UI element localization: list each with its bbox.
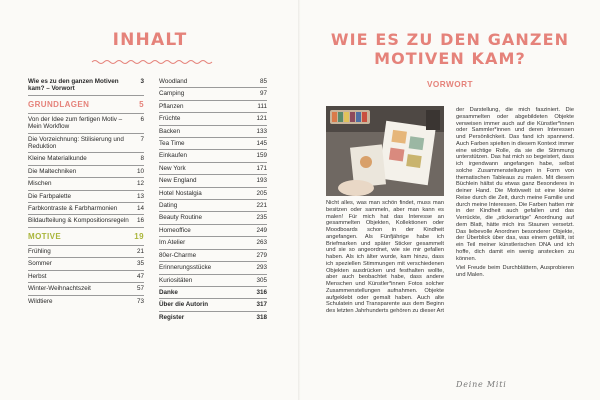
toc-divider: [159, 286, 267, 287]
toc-divider: [28, 295, 144, 296]
toc-divider: [159, 137, 267, 138]
toc-entry[interactable]: [159, 103, 267, 110]
toc-page-number: 47: [136, 272, 144, 280]
toc-entry[interactable]: [28, 248, 144, 255]
toc-divider: [159, 211, 267, 212]
toc-entry-label: Winter-Weihnachtszeit: [28, 285, 91, 293]
toc-divider: [159, 261, 267, 262]
toc-entry-label: Hotel Nostalgia: [159, 189, 202, 197]
toc-page-number: 111: [257, 102, 267, 110]
toc-entry[interactable]: [28, 193, 144, 200]
toc-page-number: 97: [259, 90, 267, 98]
toc-page-number: 279: [256, 251, 267, 259]
toc-entry-label: 80er-Charme: [159, 251, 197, 259]
preface-page: [300, 0, 600, 400]
toc-column-2: [159, 78, 267, 321]
toc-divider: [28, 245, 144, 246]
toc-entry[interactable]: [159, 128, 267, 135]
toc-entry-label: Herbst: [28, 272, 47, 280]
toc-entry[interactable]: [28, 260, 144, 267]
toc-entry-label: Erinnerungsstücke: [159, 264, 212, 272]
toc-divider: [28, 227, 144, 228]
toc-page-number: 193: [256, 177, 267, 185]
toc-page-number: 305: [256, 276, 267, 284]
preface-subtitle: VORWORT: [426, 80, 474, 89]
toc-page-number: 121: [256, 115, 267, 123]
preface-text-column-2: [456, 107, 574, 279]
toc-divider: [28, 165, 144, 166]
toc-entry[interactable]: [28, 116, 144, 131]
toc-entry-label: Sommer: [28, 260, 52, 268]
toc-entry-label: Über die Autorin: [159, 301, 209, 309]
toc-title: INHALT: [112, 30, 188, 50]
toc-entry[interactable]: [28, 205, 144, 212]
toc-page-number: 293: [256, 264, 267, 272]
toc-page-number: 13: [136, 192, 144, 200]
toc-entry[interactable]: [159, 177, 267, 184]
toc-entry[interactable]: [159, 78, 267, 85]
toc-entry-label: Kleine Materialkunde: [28, 155, 87, 163]
toc-entry-label: Mischen: [28, 180, 52, 188]
toc-page-number: 318: [256, 313, 267, 321]
toc-entry-label: Wildtiere: [28, 297, 53, 305]
toc-page-number: 8: [140, 155, 144, 163]
toc-entry-label: GRUNDLAGEN: [28, 99, 90, 109]
toc-entry[interactable]: [159, 152, 267, 159]
toc-entry-label: Beauty Routine: [159, 214, 203, 222]
toc-divider: [28, 190, 144, 191]
toc-entry[interactable]: [159, 314, 267, 321]
toc-entry[interactable]: [159, 90, 267, 97]
toc-divider: [28, 202, 144, 203]
toc-entry-label: Farbkontraste & Farbharmonien: [28, 205, 118, 213]
toc-page-number: 73: [136, 297, 144, 305]
toc-entry[interactable]: [28, 273, 144, 280]
toc-page-number: 145: [256, 140, 267, 148]
toc-entry[interactable]: [28, 217, 144, 224]
toc-entry[interactable]: [159, 301, 267, 308]
toc-page-number: 221: [256, 202, 267, 210]
toc-divider: [28, 113, 144, 114]
preface-title-line-1: WIE ES ZU DEN GANZEN: [330, 30, 570, 49]
toc-entry[interactable]: [159, 252, 267, 259]
toc-entry-label: Früchte: [159, 115, 181, 123]
toc-entry-label: Woodland: [159, 78, 188, 85]
toc-divider: [28, 177, 144, 178]
toc-entry-label: Backen: [159, 127, 181, 135]
toc-entry-label: Im Atelier: [159, 239, 186, 247]
toc-page-number: 57: [136, 285, 144, 293]
toc-entry-label: Camping: [159, 90, 185, 98]
toc-divider: [159, 249, 267, 250]
toc-entry[interactable]: [28, 155, 144, 162]
toc-column-1: [28, 78, 144, 305]
toc-page-number: 317: [256, 301, 267, 309]
toc-page-number: 10: [136, 167, 144, 175]
toc-entry-label: Frühling: [28, 247, 51, 255]
toc-divider: [159, 298, 267, 299]
toc-entry[interactable]: [28, 180, 144, 187]
toc-divider: [28, 214, 144, 215]
toc-page-number: 133: [256, 127, 267, 135]
toc-page-number: 249: [256, 226, 267, 234]
toc-divider: [159, 162, 267, 163]
toc-entry[interactable]: [159, 264, 267, 271]
toc-divider: [159, 174, 267, 175]
toc-page-number: 16: [136, 217, 144, 225]
toc-entry-label: New England: [159, 177, 197, 185]
toc-entry[interactable]: [159, 289, 267, 296]
preface-body: der Darstellung, die mich fasziniert. Die gesammelten oder abgebildeten Objekte verweisen immer auch auf die Künstler*innen oder Sammler*innen und deren Interessen und Persönlichkeit. Das fand ich spannend. Auch Farben spielten in diesem Kontext immer eine wichtige Rolle, da sie die Stimmung unterstützen. Das hat mich so begeistert, dass ich irgendwann angefangen habe, selbst solche Zusammenstellungen in Form von thematischen Tableaus zu malen. Mit diesem Büchlein hältst du etwas ganz Besonderes in deiner Hand. Die Motivwelt ist eine kleine Reise durch die Zeit, durch meine Familie und durch meine Interessen. Die Farben hatten mir in der Kindheit auch gefallen und das Verrückte, die „stickerartige“ Anordnung auf dem Blatt, hätte mich ins Staunen versetzt. Das liebevolle Anordnen besonderer Objekte, der Überblick über das, was einem gefällt, ist ein Teil meiner künstlerischen DNA und ich hoffe, dich damit ein wenig anstecken zu können.: [456, 107, 574, 262]
toc-entry[interactable]: [159, 214, 267, 221]
preface-closing: Viel Freude beim Durchblättern, Ausprobieren und Malen.: [456, 265, 574, 278]
toc-entry-label: Von der Idee zum fertigen Motiv – Mein Workflow: [28, 115, 123, 131]
toc-entry-label: Die Maltechniken: [28, 167, 77, 175]
toc-divider: [28, 282, 144, 283]
toc-divider: [159, 125, 267, 126]
toc-entry-label: Tea Time: [159, 140, 185, 148]
toc-entry[interactable]: [159, 239, 267, 246]
toc-page-number: 35: [136, 260, 144, 268]
toc-entry-label: Danke: [159, 288, 178, 296]
toc-page-number: 85: [259, 78, 267, 85]
toc-page-number: 159: [256, 152, 267, 160]
toc-divider: [159, 100, 267, 101]
toc-entry[interactable]: [28, 168, 144, 175]
toc-page-number: 14: [136, 205, 144, 213]
preface-title-line-2: MOTIVEN KAM?: [374, 49, 526, 68]
toc-page-number: 3: [140, 78, 144, 85]
toc-entry-label: MOTIVE: [28, 231, 62, 241]
toc-entry-label: Die Farbpalette: [28, 192, 72, 200]
toc-entry-label: New York: [159, 164, 186, 172]
preface-title: [300, 30, 600, 68]
toc-entry[interactable]: [159, 190, 267, 197]
toc-page-number: 171: [256, 164, 267, 172]
toc-entry[interactable]: [159, 115, 267, 122]
toc-entry-label: Register: [159, 313, 185, 321]
toc-page-number: 316: [256, 288, 267, 296]
toc-divider: [159, 187, 267, 188]
toc-entry[interactable]: [159, 165, 267, 172]
toc-entry-label: Dating: [159, 202, 178, 210]
toc-entry[interactable]: [159, 277, 267, 284]
toc-page-number: 263: [256, 239, 267, 247]
toc-entry-label: Einkaufen: [159, 152, 188, 160]
toc-page-number: 19: [134, 231, 144, 241]
toc-page-number: 205: [256, 189, 267, 197]
toc-divider: [159, 236, 267, 237]
wavy-divider: [0, 58, 300, 66]
toc-divider: [28, 152, 144, 153]
toc-divider: [28, 95, 144, 96]
toc-divider: [159, 87, 267, 88]
toc-divider: [159, 112, 267, 113]
toc-entry-label: Homeoffice: [159, 226, 191, 234]
toc-entry-label: Die Vorzeichnung: Stilisierung und Reduktion: [28, 135, 124, 151]
toc-entry-label: Wie es zu den ganzen Motiven kam? – Vorwort: [28, 78, 119, 93]
author-signature: Deine Miti: [456, 380, 507, 389]
toc-divider: [159, 311, 267, 312]
toc-entry-label: Bildaufteilung & Kompositionsregeln: [28, 217, 129, 225]
preface-text-column-1: Nicht alles, was man schön findet, muss man besitzen oder sammeln, aber man kann es malen! Für mich hat das Interesse an gesammelten Objekten, Kollektionen oder Moodboards schon in der Kindheit angefangen. Als Fünfjährige habe ich Briefmarken und später Sticker gesammelt und sie so angeordnet, wie sie mir gefallen haben. Als ich älter wurde, kam hinzu, dass ich speziellen Stimmungen mit verschiedenen Objekten ausdrücken und festhalten wollte, aber auch beobachtet habe, dass andere Menschen und Künstler*innen Fotos solcher Zusammenstellungen aufnahmen. Objekte aufgeklebt oder gemalt haben. Auch alte Schulatein und Transparente aus dem Beginn des letzten Jahrhunderts gehören zu dieser Art: [326, 200, 444, 314]
toc-page-number: 235: [256, 214, 267, 222]
toc-divider: [28, 270, 144, 271]
toc-section-heading[interactable]: [28, 98, 144, 111]
toc-page-number: 5: [139, 99, 144, 109]
toc-section-heading[interactable]: [28, 230, 144, 243]
toc-divider: [159, 199, 267, 200]
toc-entry[interactable]: [28, 78, 144, 93]
toc-page-number: 6: [140, 115, 144, 123]
toc-divider: [159, 274, 267, 275]
desk-photo: [326, 106, 444, 196]
toc-divider: [28, 257, 144, 258]
toc-entry[interactable]: [28, 136, 144, 151]
toc-entry[interactable]: [159, 202, 267, 209]
toc-entry[interactable]: [159, 227, 267, 234]
toc-divider: [159, 149, 267, 150]
toc-entry-label: Pflanzen: [159, 102, 184, 110]
toc-divider: [28, 133, 144, 134]
toc-entry[interactable]: [28, 298, 144, 305]
toc-entry-label: Kuriositäten: [159, 276, 193, 284]
toc-page-number: 7: [140, 135, 144, 143]
toc-entry[interactable]: [159, 140, 267, 147]
toc-page-number: 21: [136, 247, 144, 255]
toc-page-number: 12: [136, 180, 144, 188]
toc-divider: [159, 224, 267, 225]
toc-entry[interactable]: [28, 285, 144, 292]
